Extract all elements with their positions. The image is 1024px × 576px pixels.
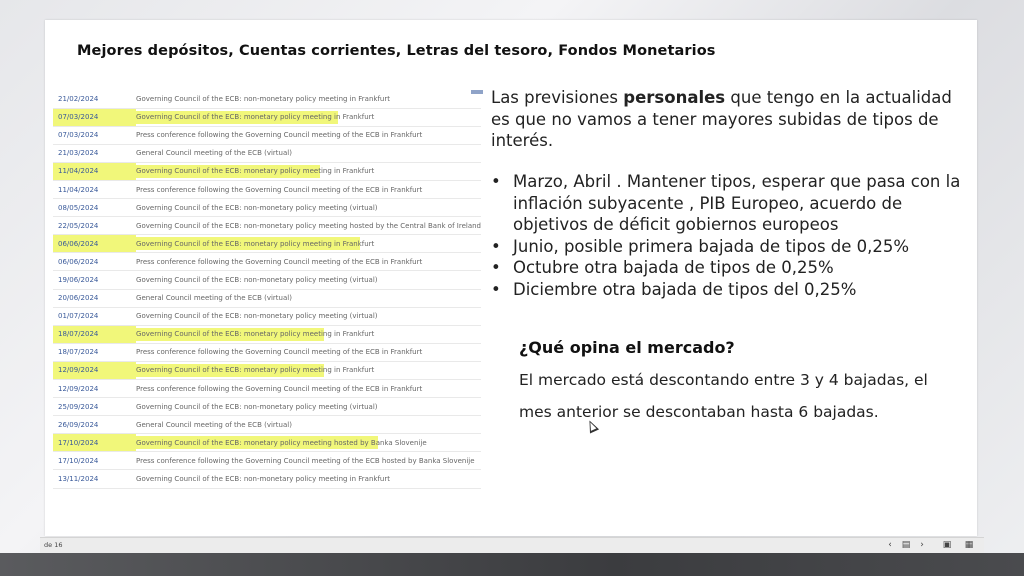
meeting-date[interactable]: 20/06/2024 [58, 294, 99, 303]
forecast-item: • Diciembre otra bajada de tipos del 0,25% [491, 279, 973, 301]
table-row [53, 271, 481, 289]
intro-text-after: que tengo en la actualidad es que no vamos a tener mayores subidas de tipos de interés. [491, 88, 952, 150]
meeting-event [136, 452, 481, 470]
meeting-date[interactable]: 13/11/2024 [58, 475, 99, 484]
table-row [53, 253, 481, 271]
table-row [53, 144, 481, 162]
meeting-date[interactable]: 07/03/2024 [53, 108, 136, 126]
meeting-event [136, 90, 481, 108]
meeting-event-text: Governing Council of the ECB: non-monetary policy meeting (virtual) [136, 275, 378, 284]
meeting-event-text: Governing Council of the ECB: non-monetary policy meeting in Frankfurt [136, 475, 390, 484]
meeting-event-text: Press conference following the Governing Council meeting of the ECB in Frankfurt [136, 257, 423, 266]
page-icon[interactable]: ▤ [901, 540, 911, 550]
meeting-event-text: Governing Council of the ECB: non-monetary policy meeting in Frankfurt [136, 94, 390, 103]
taskbar-strip [0, 553, 1024, 576]
meeting-event [136, 325, 481, 343]
meeting-event-text: Governing Council of the ECB: monetary policy meeting in Frankfurt [136, 239, 375, 248]
table-row [53, 470, 481, 488]
meeting-date[interactable]: 07/03/2024 [58, 131, 99, 140]
meeting-date[interactable]: 12/09/2024 [53, 361, 136, 379]
meeting-date[interactable]: 18/07/2024 [53, 325, 136, 343]
meeting-event-text: Governing Council of the ECB: monetary policy meeting in Frankfurt [136, 330, 375, 339]
meeting-event [136, 126, 481, 144]
meeting-event [136, 343, 481, 361]
meeting-event-text: General Council meeting of the ECB (virtual) [136, 294, 292, 303]
table-row [53, 235, 481, 253]
table-row [53, 307, 481, 325]
meeting-event [136, 162, 481, 180]
meeting-event-text: Press conference following the Governing Council meeting of the ECB in Frankfurt [136, 384, 423, 393]
meeting-date[interactable]: 08/05/2024 [58, 203, 99, 212]
meeting-event [136, 180, 481, 198]
forecast-item: • Junio, posible primera bajada de tipos de 0,25% [491, 236, 973, 258]
meeting-date[interactable]: 17/10/2024 [58, 456, 99, 465]
meeting-event [136, 470, 481, 488]
intro-text-before: Las previsiones [491, 88, 624, 107]
meeting-date[interactable]: 01/07/2024 [58, 312, 99, 321]
meeting-event [136, 289, 481, 307]
meeting-date[interactable]: 12/09/2024 [58, 384, 99, 393]
table-row [53, 108, 481, 126]
meeting-event-text: Governing Council of the ECB: monetary policy meeting in Frankfurt [136, 366, 375, 375]
meeting-event-text: General Council meeting of the ECB (virtual) [136, 420, 292, 429]
market-title: ¿Qué opina el mercado? [519, 338, 735, 357]
meeting-event-text: Governing Council of the ECB: non-monetary policy meeting (virtual) [136, 402, 378, 411]
meeting-event [136, 434, 481, 452]
chevron-right-icon[interactable]: › [920, 540, 924, 550]
presentation-slide [45, 20, 977, 536]
table-row [53, 180, 481, 198]
forecast-item: • Marzo, Abril . Mantener tipos, esperar que pasa con la inflación subyacente , PIB Europeo, acuerdo de objetivos de déficit gobiernos europeos [491, 171, 973, 236]
meeting-event-text: Press conference following the Governing Council meeting of the ECB in Frankfurt [136, 185, 423, 194]
table-row [53, 434, 481, 452]
meeting-event [136, 217, 481, 235]
meeting-event [136, 380, 481, 398]
meeting-date[interactable]: 18/07/2024 [58, 348, 99, 357]
meeting-event [136, 416, 481, 434]
table-row [53, 126, 481, 144]
table-row [53, 217, 481, 235]
meeting-event-text: Governing Council of the ECB: monetary policy meeting in Frankfurt [136, 113, 375, 122]
page-count-label: de 16 [44, 541, 63, 549]
meeting-date[interactable]: 26/09/2024 [58, 420, 99, 429]
bullet-bar [471, 90, 483, 94]
meeting-event-text: Governing Council of the ECB: monetary policy meeting in Frankfurt [136, 167, 375, 176]
meeting-date[interactable]: 06/06/2024 [53, 235, 136, 253]
meeting-event-text: General Council meeting of the ECB (virtual) [136, 149, 292, 158]
meeting-date[interactable]: 19/06/2024 [58, 275, 99, 284]
meeting-event [136, 307, 481, 325]
table-row [53, 162, 481, 180]
slide-title: Mejores depósitos, Cuentas corrientes, Letras del tesoro, Fondos Monetarios [77, 43, 716, 59]
meeting-date[interactable]: 17/10/2024 [53, 434, 136, 452]
meeting-event [136, 271, 481, 289]
meeting-event-text: Governing Council of the ECB: monetary policy meeting hosted by Banka Slovenije [136, 438, 427, 447]
forecast-intro [491, 87, 971, 152]
meeting-date[interactable]: 25/09/2024 [58, 402, 99, 411]
meeting-date[interactable]: 22/05/2024 [58, 221, 99, 230]
meeting-event-text: Governing Council of the ECB: non-monetary policy meeting (virtual) [136, 312, 378, 321]
meeting-date[interactable]: 21/03/2024 [58, 149, 99, 158]
table-row [53, 199, 481, 217]
meeting-date[interactable]: 06/06/2024 [58, 257, 99, 266]
table-row [53, 361, 481, 379]
grid-view-icon[interactable]: ▦ [964, 540, 974, 550]
meeting-event [136, 398, 481, 416]
forecast-list [491, 171, 973, 300]
meeting-event [136, 235, 481, 253]
meeting-date[interactable]: 11/04/2024 [58, 185, 99, 194]
chevron-left-icon[interactable]: ‹ [888, 540, 892, 550]
table-row [53, 289, 481, 307]
intro-text-bold: personales [623, 88, 726, 107]
table-row [53, 90, 481, 108]
meeting-event [136, 361, 481, 379]
meeting-event [136, 199, 481, 217]
table-row [53, 416, 481, 434]
ecb-meetings-table [53, 90, 481, 489]
meeting-event [136, 144, 481, 162]
table-row [53, 452, 481, 470]
meeting-event [136, 253, 481, 271]
table-row [53, 343, 481, 361]
meeting-event-text: Press conference following the Governing Council meeting of the ECB in Frankfurt [136, 348, 423, 357]
table-row [53, 380, 481, 398]
meeting-event [136, 108, 481, 126]
table-row [53, 398, 481, 416]
forecast-item: • Octubre otra bajada de tipos de 0,25% [491, 257, 973, 279]
meeting-date[interactable]: 21/02/2024 [58, 94, 99, 103]
meeting-event-text: Press conference following the Governing Council meeting of the ECB hosted by Banka Slovenije [136, 456, 475, 465]
viewer-toolbar [40, 537, 984, 553]
meeting-event-text: Governing Council of the ECB: non-monetary policy meeting (virtual) [136, 203, 378, 212]
table-row [53, 325, 481, 343]
meeting-date[interactable]: 11/04/2024 [53, 162, 136, 180]
market-text: El mercado está descontando entre 3 y 4 bajadas, el mes anterior se descontaban hasta 6 bajadas. [519, 371, 928, 421]
slide-view-icon[interactable]: ▣ [942, 540, 952, 550]
meeting-event-text: Governing Council of the ECB: non-monetary policy meeting hosted by the Central Bank of Ireland [136, 221, 481, 230]
meeting-event-text: Press conference following the Governing Council meeting of the ECB in Frankfurt [136, 131, 423, 140]
